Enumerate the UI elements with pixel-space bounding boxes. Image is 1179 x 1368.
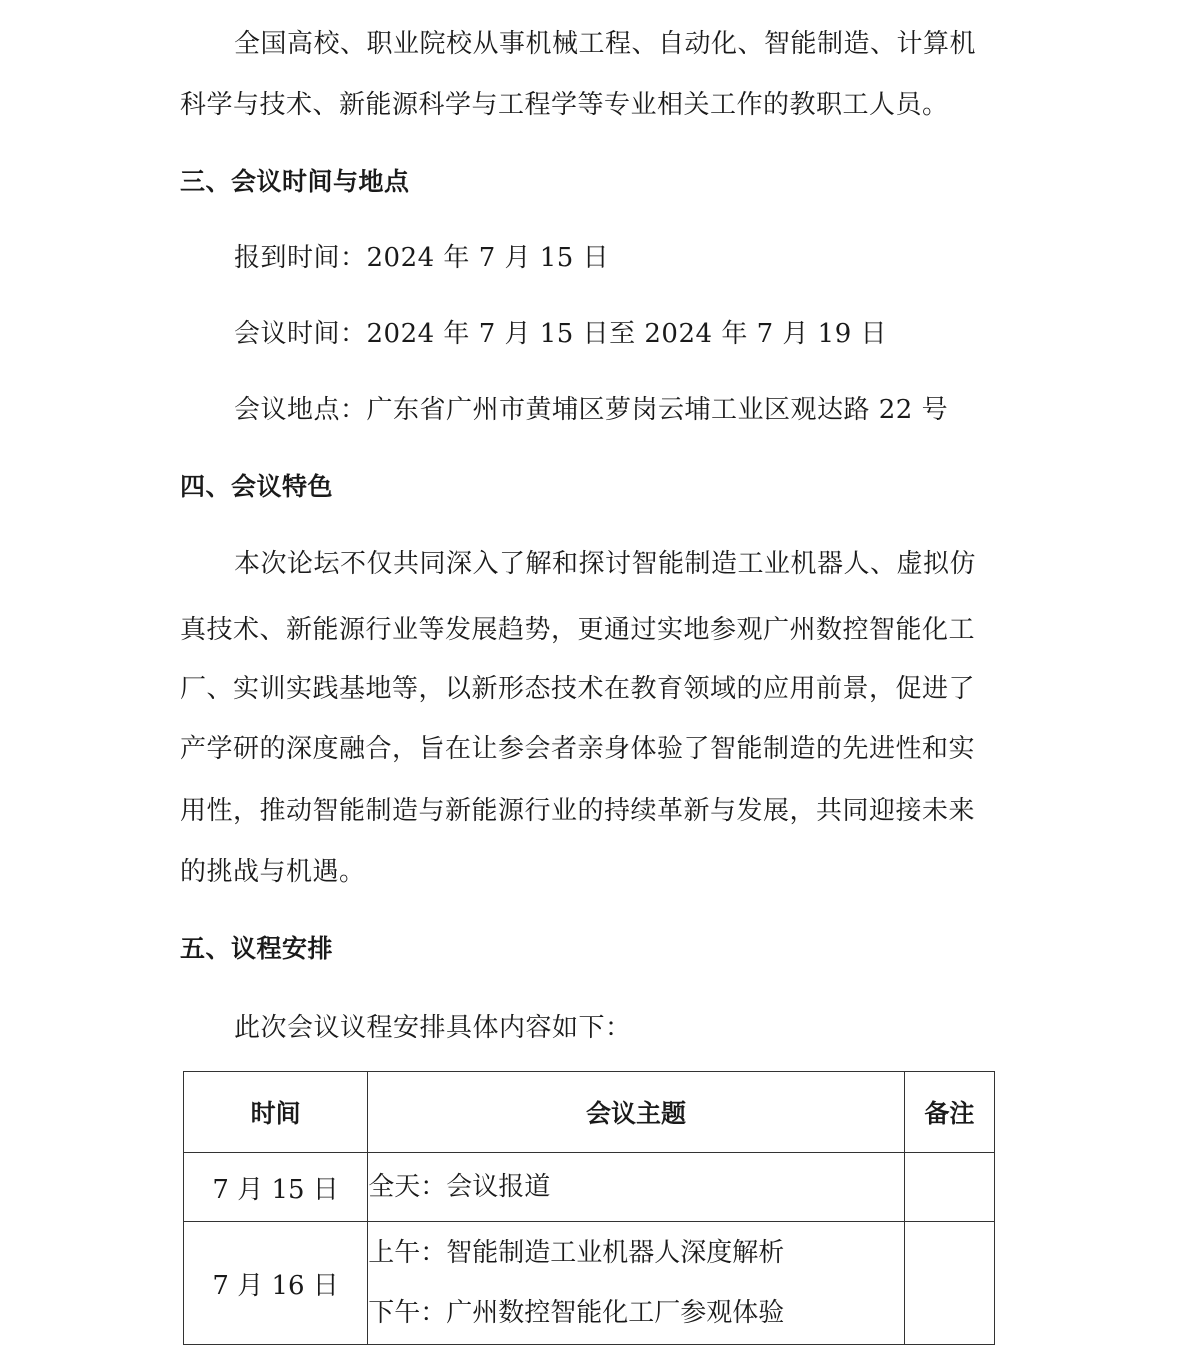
agenda-table bbox=[183, 1071, 995, 1345]
row-note bbox=[904, 1222, 994, 1345]
header-note: 备注 bbox=[904, 1072, 994, 1153]
row-note bbox=[904, 1153, 994, 1222]
feature-line-1: 本次论坛不仅共同深入了解和探讨智能制造工业机器人、虚拟仿 bbox=[234, 549, 977, 579]
intro-line-2: 科学与技术、新能源科学与工程学等专业相关工作的教职工人员。 bbox=[180, 90, 949, 120]
table-row bbox=[184, 1222, 995, 1345]
feature-line-4: 产学研的深度融合，旨在让参会者亲身体验了智能制造的先进性和实 bbox=[180, 734, 976, 764]
agenda-intro: 此次会议议程安排具体内容如下： bbox=[234, 1013, 632, 1043]
header-time: 时间 bbox=[184, 1072, 368, 1153]
feature-line-3: 厂、实训实践基地等，以新形态技术在教育领域的应用前景，促进了 bbox=[180, 674, 976, 704]
feature-line-2: 真技术、新能源行业等发展趋势，更通过实地参观广州数控智能化工 bbox=[180, 615, 976, 645]
topic-line: 全天：会议报道 bbox=[368, 1172, 551, 1202]
checkin-time: 报到时间：2024 年 7 月 15 日 bbox=[234, 243, 610, 273]
section-4-heading: 四、会议特色 bbox=[180, 472, 334, 501]
topic-line: 下午：广州数控智能化工厂参观体验 bbox=[368, 1298, 785, 1328]
row-topic bbox=[368, 1153, 905, 1222]
header-topic: 会议主题 bbox=[368, 1072, 905, 1153]
meeting-time: 会议时间：2024 年 7 月 15 日至 2024 年 7 月 19 日 bbox=[234, 319, 887, 349]
table-header-row bbox=[184, 1072, 995, 1153]
row-topic bbox=[368, 1222, 905, 1345]
section-3-heading: 三、会议时间与地点 bbox=[180, 167, 410, 196]
topic-line: 上午：智能制造工业机器人深度解析 bbox=[368, 1238, 785, 1268]
intro-line-1: 全国高校、职业院校从事机械工程、自动化、智能制造、计算机 bbox=[234, 29, 977, 59]
row-date: 7 月 16 日 bbox=[184, 1222, 368, 1345]
table-row bbox=[184, 1153, 995, 1222]
feature-line-5: 用性，推动智能制造与新能源行业的持续革新与发展，共同迎接未来 bbox=[180, 796, 976, 826]
section-5-heading: 五、议程安排 bbox=[180, 934, 334, 963]
row-date: 7 月 15 日 bbox=[184, 1153, 368, 1222]
feature-line-6: 的挑战与机遇。 bbox=[180, 857, 366, 887]
meeting-location: 会议地点：广东省广州市黄埔区萝岗云埔工业区观达路 22 号 bbox=[234, 395, 949, 425]
